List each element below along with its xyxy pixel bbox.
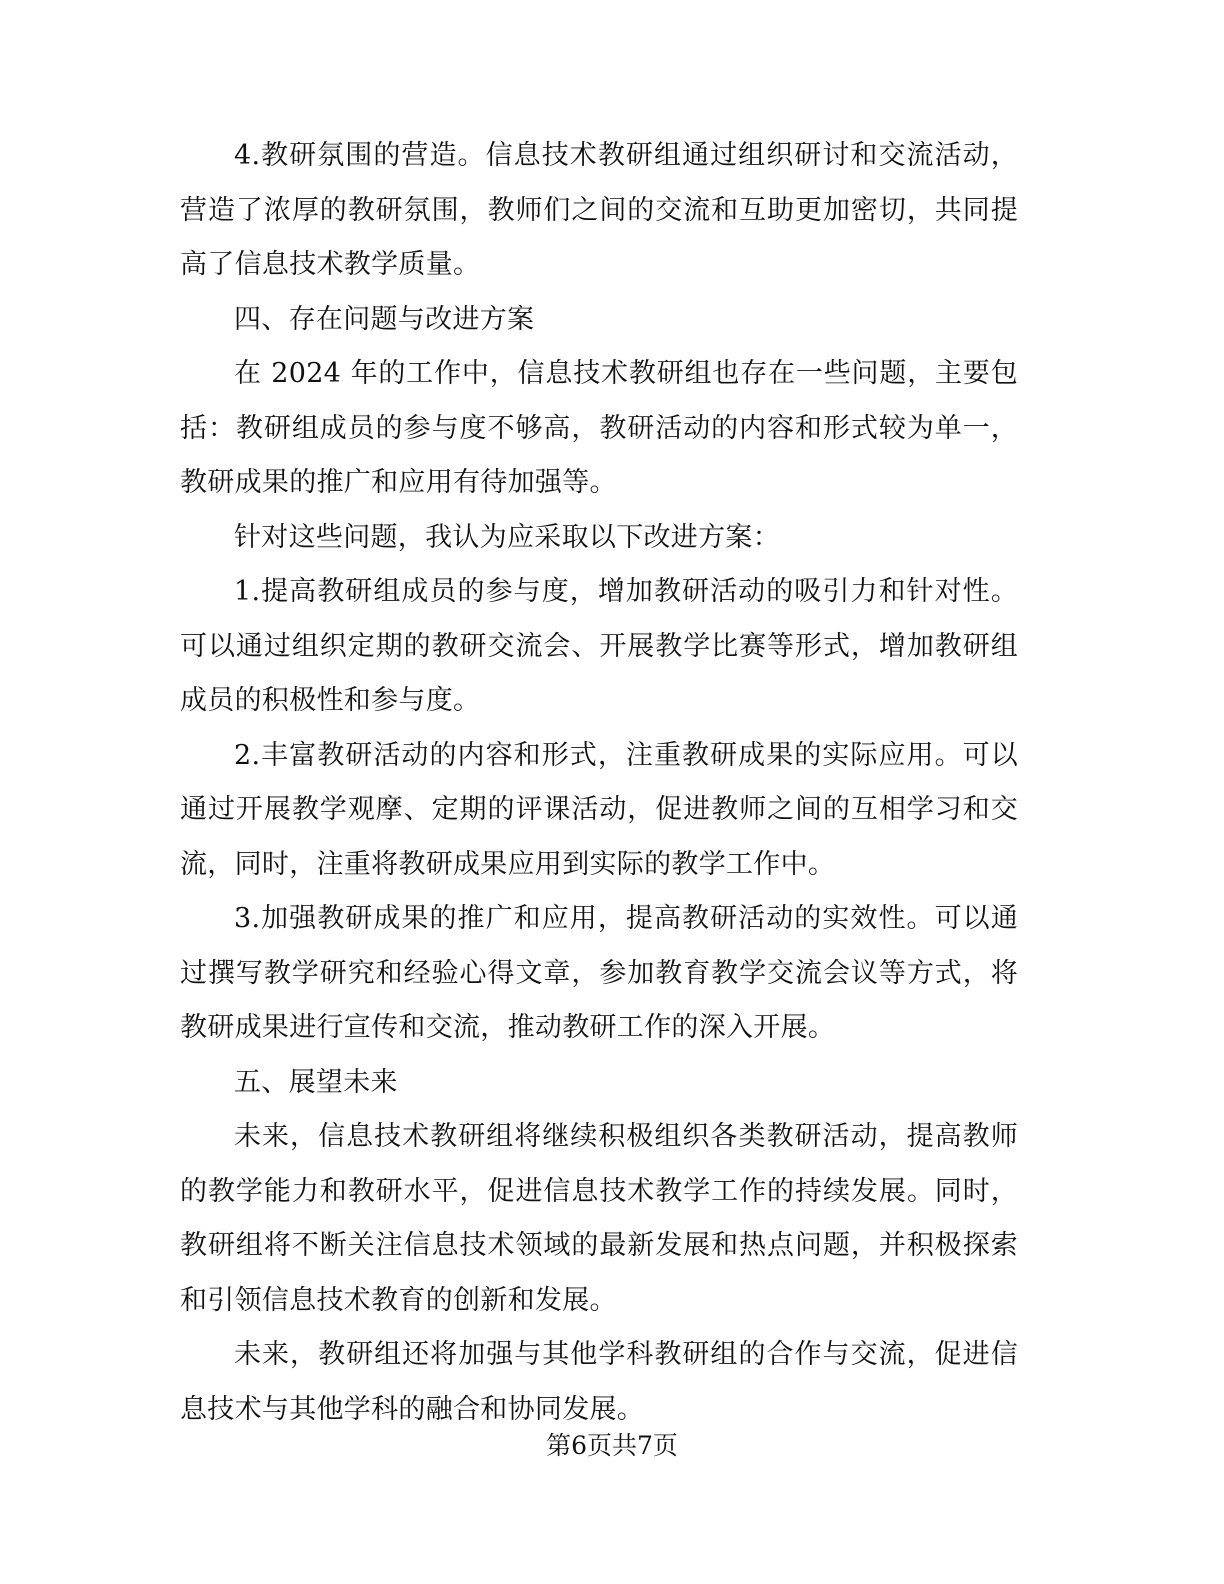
document-body [180,129,1018,1437]
paragraph-improvement-intro: 针对这些问题，我认为应采取以下改进方案： [234,521,780,553]
paragraph-atmosphere: 4.教研氛围的营造。信息技术教研组通过组织研讨和交流活动，营造了浓厚的教研氛围，教师们之间的交流和互助更加密切，共同提高了信息技术教学质量。 [180,140,1018,280]
page-footer [0,1430,1224,1462]
paragraph-improvement-2: 2.丰富教研活动的内容和形式，注重教研成果的实际应用。可以通过开展教学观摩、定期的评课活动，促进教师之间的互相学习和交流，同时，注重将教研成果应用到实际的教学工作中。 [180,739,1018,880]
paragraph-problems: 在 2024 年的工作中，信息技术教研组也存在一些问题，主要包括：教研组成员的参与度不够高，教研活动的内容和形式较为单一，教研成果的推广和应用有待加强等。 [180,358,1018,498]
section-heading-outlook: 五、展望未来 [234,1066,398,1098]
paragraph-outlook-1: 未来，信息技术教研组将继续积极组织各类教研活动，提高教师的教学能力和教研水平，促进信息技术教学工作的持续发展。同时，教研组将不断关注信息技术领域的最新发展和热点问题，并积极探索和引领信息技术教育的创新和发展。 [180,1121,1018,1316]
page-number: 第6页共7页 [546,1431,678,1460]
paragraph-outlook-2: 未来，教研组还将加强与其他学科教研组的合作与交流，促进信息技术与其他学科的融合和协同发展。 [180,1339,1018,1425]
section-heading-problems: 四、存在问题与改进方案 [234,303,535,335]
paragraph-improvement-3: 3.加强教研成果的推广和应用，提高教研活动的实效性。可以通过撰写教学研究和经验心得文章，参加教育教学交流会议等方式，将教研成果进行宣传和交流，推动教研工作的深入开展。 [180,903,1018,1043]
paragraph-improvement-1: 1.提高教研组成员的参与度，增加教研活动的吸引力和针对性。可以通过组织定期的教研交流会、开展教学比赛等形式，增加教研组成员的积极性和参与度。 [180,576,1018,716]
